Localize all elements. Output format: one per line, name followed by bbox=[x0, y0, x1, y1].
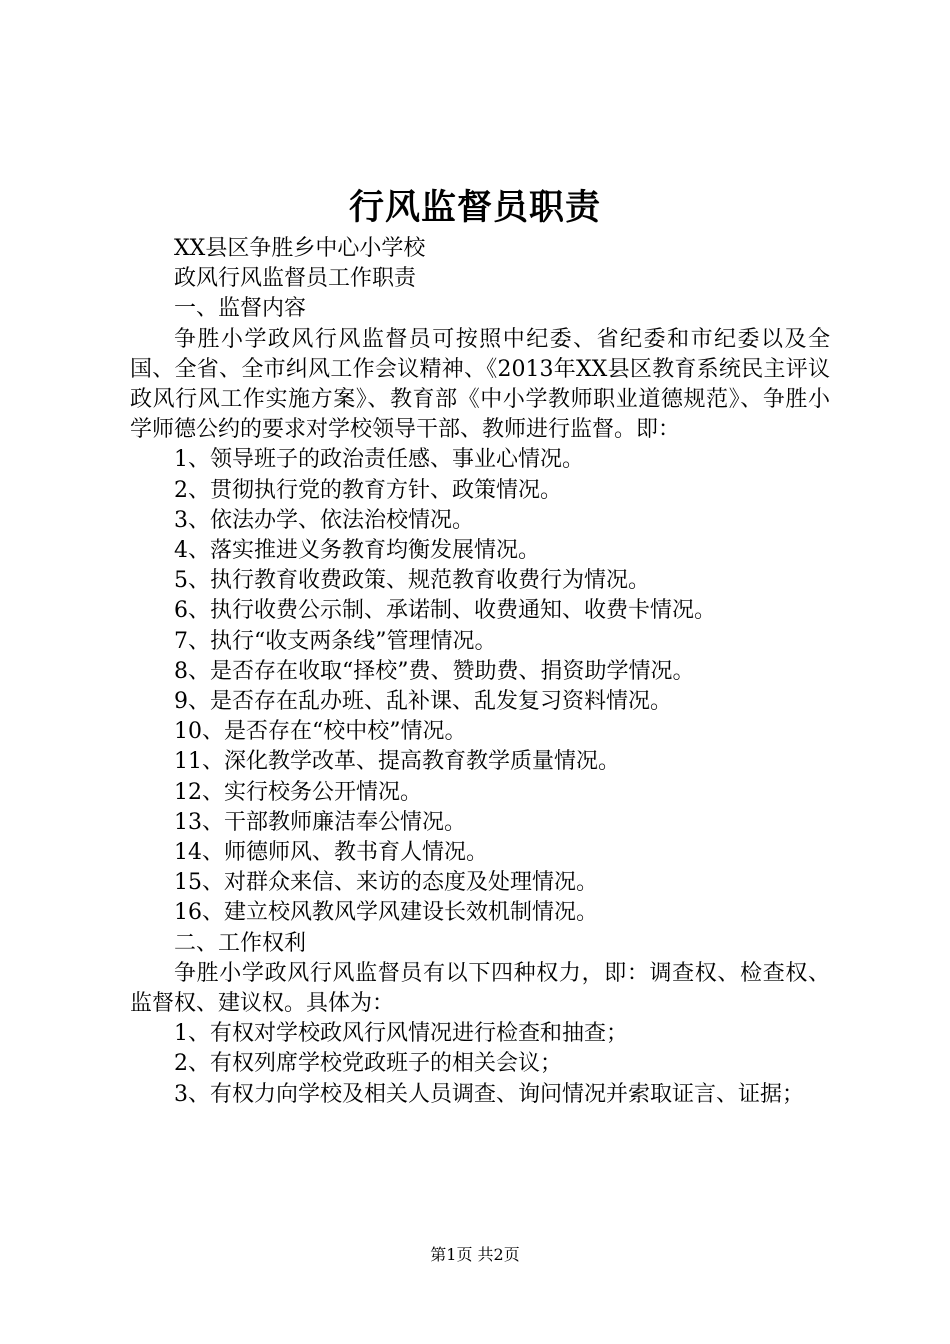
list-item: 16、建立校风教风学风建设长效机制情况。 bbox=[174, 900, 598, 926]
list-item: 4、落实推进义务教育均衡发展情况。 bbox=[174, 538, 540, 564]
list-item: 2、有权列席学校党政班子的相关会议； bbox=[174, 1051, 562, 1077]
list-item: 2、贯彻执行党的教育方针、政策情况。 bbox=[174, 477, 562, 503]
list-item: 8、是否存在收取“择校”费、赞助费、捐资助学情况。 bbox=[174, 658, 695, 684]
paragraph-subtitle: 政风行风监督员工作职责 bbox=[174, 266, 417, 292]
list-item: 1、有权对学校政风行风情况进行检查和抽查； bbox=[174, 1021, 628, 1047]
paragraph-rights-intro: 争胜小学政风行风监督员有以下四种权力，即：调查权、检查权、监督权、建议权。具体为： bbox=[130, 960, 830, 1017]
paragraph-school-name: XX县区争胜乡中心小学校 bbox=[174, 236, 426, 261]
list-item: 13、干部教师廉洁奉公情况。 bbox=[174, 809, 466, 835]
list-item: 3、依法办学、依法治校情况。 bbox=[174, 507, 474, 533]
list-item: 14、师德师风、教书育人情况。 bbox=[174, 840, 488, 866]
list-item: 3、有权力向学校及相关人员调查、询问情况并索取证言、证据； bbox=[174, 1081, 804, 1107]
document-body bbox=[130, 234, 830, 1110]
list-item: 15、对群众来信、来访的态度及处理情况。 bbox=[174, 870, 598, 896]
list-item: 6、执行收费公示制、承诺制、收费通知、收费卡情况。 bbox=[174, 598, 716, 624]
paragraph-supervision-intro: 争胜小学政风行风监督员可按照中纪委、省纪委和市纪委以及全国、全省、全市纠风工作会议精神、《2013年XX县区教育系统民主评议政风行风工作实施方案》、教育部《中小学教师职业道德规范》、争胜小学师德公约的要求对学校领导干部、教师进行监督。即： bbox=[130, 326, 830, 443]
list-item: 1、领导班子的政治责任感、事业心情况。 bbox=[174, 447, 584, 473]
list-item: 9、是否存在乱办班、乱补课、乱发复习资料情况。 bbox=[174, 689, 672, 715]
section-heading-work-rights: 二、工作权利 bbox=[174, 930, 307, 956]
list-item: 10、是否存在“校中校”情况。 bbox=[174, 719, 467, 745]
list-item: 12、实行校务公开情况。 bbox=[174, 779, 422, 805]
list-item: 5、执行教育收费政策、规范教育收费行为情况。 bbox=[174, 568, 650, 594]
page-title: 行风监督员职责 bbox=[348, 187, 601, 228]
list-item: 11、深化教学改革、提高教育教学质量情况。 bbox=[174, 749, 620, 775]
section-heading-supervision-content: 一、监督内容 bbox=[174, 296, 307, 322]
list-item: 7、执行“收支两条线”管理情况。 bbox=[174, 628, 497, 654]
page-footer: 第1页 共2页 bbox=[430, 1245, 520, 1264]
